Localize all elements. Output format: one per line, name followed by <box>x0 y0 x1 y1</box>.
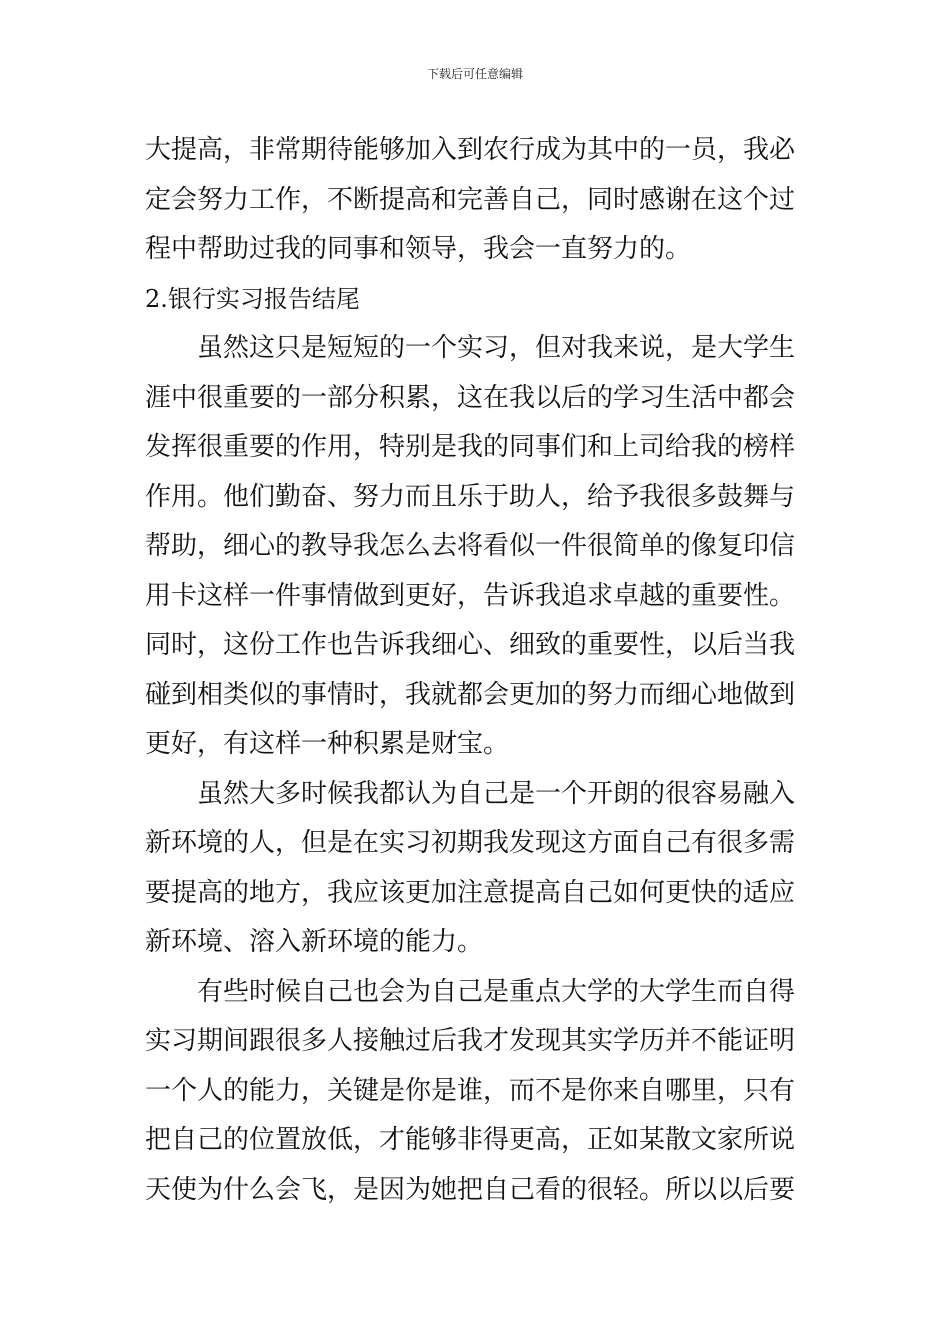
text-line: 涯中很重要的一部分积累，这在我以后的学习生活中都会 <box>145 382 796 413</box>
text-line: 定会努力工作，不断提高和完善自己，同时感谢在这个过 <box>145 184 796 215</box>
text-line: 帮助，细心的教导我怎么去将看似一件很简单的像复印信 <box>145 531 796 561</box>
text-line: 用卡这样一件事情做到更好，告诉我追求卓越的重要性。 <box>145 580 796 611</box>
text-line: 新环境的人，但是在实习初期我发现这方面自己有很多需 <box>145 828 796 858</box>
text-line: 同时，这份工作也告诉我细心、细致的重要性，以后当我 <box>145 630 796 660</box>
text-line: 一个人的能力，关键是你是谁，而不是你来自哪里，只有 <box>145 1075 796 1106</box>
text-line: 新环境、溶入新环境的能力。 <box>145 927 484 957</box>
section-heading: 2.银行实习报告结尾 <box>145 284 360 313</box>
document-body <box>145 126 807 1215</box>
text-line: 有些时候自己也会为自己是重点大学的大学生而自得 <box>145 976 796 1007</box>
text-line: 碰到相类似的事情时，我就都会更加的努力而细心地做到 <box>145 679 796 710</box>
page-header: 下载后可任意编辑 <box>426 67 523 81</box>
text-line: 要提高的地方，我应该更加注意提高自己如何更快的适应 <box>145 877 796 908</box>
text-line: 实习期间跟很多人接触过后我才发现其实学历并不能证明 <box>145 1026 796 1056</box>
text-line: 天使为什么会飞，是因为她把自己看的很轻。所以以后要 <box>145 1174 796 1205</box>
text-line: 作用。他们勤奋、努力而且乐于助人，给予我很多鼓舞与 <box>145 481 796 512</box>
text-line: 虽然这只是短短的一个实习，但对我来说，是大学生 <box>145 333 796 363</box>
text-line: 虽然大多时候我都认为自己是一个开朗的很容易融入 <box>145 778 796 809</box>
text-line: 大提高，非常期待能够加入到农行成为其中的一员，我必 <box>145 135 796 165</box>
text-line: 把自己的位置放低，才能够非得更高，正如某散文家所说 <box>145 1125 796 1155</box>
text-line: 程中帮助过我的同事和领导，我会一直努力的。 <box>145 234 692 264</box>
text-line: 发挥很重要的作用，特别是我的同事们和上司给我的榜样 <box>145 432 796 462</box>
text-line: 更好，有这样一种积累是财宝。 <box>145 729 510 759</box>
